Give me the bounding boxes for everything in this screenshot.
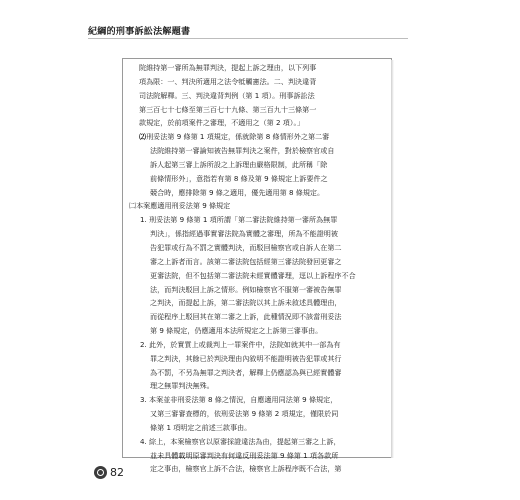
page-footer (94, 466, 124, 479)
answer-line (129, 227, 385, 241)
circle-badge-icon (94, 466, 107, 479)
answer-line (129, 393, 385, 407)
answer-line-text: 第 9 條規定，仍應適用本法所規定之上訴第三審事由。 (150, 326, 323, 336)
answer-line-text: 條第 1 項明定之前述三款事由。 (150, 422, 252, 432)
paragraph-label: ⑵ (139, 132, 147, 142)
answer-line-text: 項為限：一、判決所適用之法令牴觸憲法。二、判決違背 (139, 76, 317, 86)
answer-line (129, 269, 385, 283)
answer-line-text: ㈡本案應適用刑妥法第 9 條規定 (129, 201, 231, 211)
answer-line-text: 法，而判決駁回上訴之情形。例如檢察官不服第一審被告無罪 (150, 284, 342, 294)
answer-line-text: 款規定，於前項案件之審理，不適用之（第 2 項）。」 (139, 118, 305, 128)
answer-line (129, 407, 385, 421)
answer-line-text: 刑妥法第 9 條第 1 項規定，係就除第 8 條情形外之第二審 (146, 132, 330, 142)
answer-line (129, 103, 385, 117)
answer-line (129, 186, 385, 200)
answer-line (129, 144, 385, 158)
answer-line-text: 競合時，應排除第 9 條之適用，優先適用第 8 條規定。 (150, 187, 325, 197)
answer-line-text: 告犯罪或行為不罰之實體判決，而駁回檢察官或自訴人在第二 (150, 242, 342, 252)
page-number: 82 (110, 466, 124, 479)
answer-line-text: 更審法院，但不包括第二審法院未經實體審理，逕以上訴程序不合 (150, 270, 356, 280)
answer-line-text: 院維持第一審所為無罪判決，提起上訴之理由，以下列事 (139, 63, 317, 72)
answer-line (129, 462, 385, 476)
answer-line-text: 訴人起第三審上訴所設之上訴理由嚴格限制，此所稱「除 (150, 159, 328, 169)
answer-line (129, 435, 385, 449)
answer-line-text: 罪之判決，其餘已於判決理由內敘明不能證明被告犯罪或其行 (150, 353, 342, 363)
answer-line (129, 130, 385, 144)
answer-line (129, 421, 385, 435)
answer-line-text: 審之上訴者而言。該第二審法院包括經第三審法院發回更審之 (150, 256, 342, 266)
answer-line (129, 283, 385, 297)
answer-line (129, 75, 385, 89)
answer-line (129, 310, 385, 324)
box-shadow (391, 60, 394, 458)
answer-line (129, 241, 385, 255)
answer-line-text: 又第三審審查標的，依刑妥法第 9 條第 2 項規定，僅限於同 (150, 409, 339, 419)
answer-line (129, 379, 385, 393)
answer-line (129, 61, 385, 75)
book-title: 紀綱的刑事訴訟法解題書 (88, 27, 191, 37)
answer-line-text: 2. 此外，於實質上或裁判上一罪案件中，法院如就其中一部為有 (140, 339, 341, 349)
answer-line-text: 司法院解釋。三、判決違背判例（第 1 項）。刑事訴訟法 (139, 90, 315, 100)
answer-line-text: 前條情形外」，意指若有第 8 條及第 9 條規定上訴要件之 (150, 173, 328, 183)
answer-line (129, 116, 385, 130)
answer-line (129, 296, 385, 310)
answer-line-text: 4. 綜上，本案檢察官以原審採證違法為由，提起第三審之上訴， (140, 436, 341, 446)
answer-line-text: 判決」，係指經過事實審法院為實體之審理，所為不能證明被 (150, 229, 338, 239)
answer-line (129, 213, 385, 227)
answer-line-text: 1. 刑妥法第 9 條第 1 項所謂「第二審法院維持第一審所為無罪 (140, 215, 338, 225)
header-divider (88, 38, 408, 39)
answer-box (122, 58, 392, 474)
answer-line-text: 3. 本案並非刑妥法第 8 條之情況，自應適用同法第 9 條規定， (140, 395, 338, 405)
answer-line (129, 338, 385, 352)
answer-line-text: 法院維持第一審論知被告無罪判決之案件，對於檢察官或自 (150, 146, 335, 156)
answer-line-text: 而從程序上駁回其在第二審之上訴，此種情況即不該當刑妥法 (150, 312, 342, 322)
answer-line-text: 為不罰，不另為無罪之判決者，解釋上仍應認為與已經實體審 (150, 367, 342, 377)
answer-line-text: 第三百七十七條至第三百七十九條、第三百九十三條第一 (139, 104, 317, 114)
answer-line (129, 255, 385, 269)
answer-line-text: 並未具體載明原審判決有何違反刑妥法第 9 條第 1 項各款所 (150, 450, 339, 460)
answer-line-text: 定之事由，檢察官上訴不合法，檢察官上訴程序既不合法，第 (150, 464, 342, 474)
answer-line (129, 366, 385, 380)
answer-line (129, 199, 385, 213)
answer-line (129, 89, 385, 103)
answer-line-text: 之判決，而提起上訴，第二審法院以其上訴未敘述具體理由， (150, 298, 342, 308)
answer-line-text: 理之無罪判決無殊。 (150, 381, 214, 391)
answer-line (129, 352, 385, 366)
answer-line (129, 172, 385, 186)
answer-line (129, 158, 385, 172)
answer-line (129, 324, 385, 338)
answer-line (129, 449, 385, 463)
